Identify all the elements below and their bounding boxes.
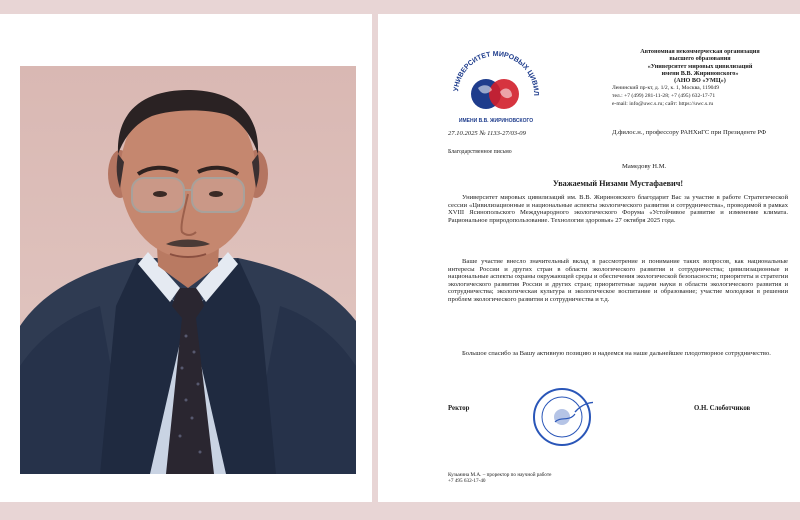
footer-phone: +7 495 632-17-40	[448, 478, 486, 485]
org-line-3: «Университет мировых цивилизаций	[647, 62, 753, 70]
gratitude-letter	[396, 14, 796, 502]
org-phone: тел.: +7 (499) 281-11-28; +7 (495) 632-17-71	[612, 93, 716, 100]
letter-paragraph-2: Ваше участие внесло значительный вклад в рассмотрение и понимание таких вопросов, как национальные интересы России и других стран в области экологического развития и сотрудничества; цивилизационные и национальные аспекты охраны окружающей среды и обеспечения экологической безопасности; приоритеты и стратегии экологического развития России и других стран; приоритетные задачи науки в области экологического развития и сотрудничества; экологическая культура и экологическое воспитание и образование; участие молодежи в решении проблем экологического развития и сотрудничества и т.д.	[448, 258, 788, 303]
letter-panel	[378, 14, 800, 502]
org-address: Ленинский пр-кт, д. 1/2, к. 1, Москва, 119049	[612, 85, 720, 92]
letter-date-number: 27.10.2025 № 1133-27/03-09	[448, 130, 526, 137]
organization-block	[612, 48, 788, 107]
footer-contact: Кузьмина М.А. – проректор по научной работе	[448, 472, 552, 478]
university-logo	[448, 48, 544, 128]
letter-paragraph-1: Университет мировых цивилизаций им. В.В. Жириновского благодарит Вас за участие в работе Стратегической сессии «Цивилизационные и национальные аспекты экологического развития и сотрудничества», проводимой в рамках XVIII Ясинопольского Международного экологического Форума «Устойчивое развитие и изменение климата. Рациональное природопользование. Технологии здоровья» 27 октября 2025 года.	[448, 194, 788, 224]
letter-paragraph-3: Большое спасибо за Вашу активную позицию и надеемся на наше дальнейшее плодотворное сотрудничество.	[462, 350, 771, 357]
signer-title: Ректор	[448, 405, 470, 412]
org-line-2: высшего образования	[669, 55, 731, 63]
org-line-1: Автономная некоммерческая организация	[640, 48, 760, 55]
portrait-photo	[20, 66, 356, 474]
signer-name: О.Н. Слоботчиков	[694, 405, 751, 412]
official-seal-icon	[531, 386, 593, 448]
document-type: Благодарственное письмо	[448, 149, 512, 155]
logo-bottom-text: ИМЕНИ В.В. ЖИРИНОВСКОГО	[458, 118, 534, 124]
photo-panel	[0, 14, 372, 502]
org-line-4: имени В.В. Жириновского»	[661, 69, 739, 77]
recipient-title: Д.филос.н., профессору РАНХиГС при Президенте РФ	[612, 129, 767, 136]
logo-arc-text: УНИВЕРСИТЕТ МИРОВЫХ ЦИВИЛ	[453, 50, 540, 96]
org-email: e-mail: info@uwc.s.ru; сайт: https://uwc.s.ru	[612, 100, 714, 107]
letter-footer	[448, 472, 551, 484]
org-line-5: (АНО ВО «УМЦ»)	[674, 77, 726, 85]
recipient-name: Мамедову Н.М.	[622, 163, 667, 170]
letter-greeting: Уважаемый Низами Мустафаевич!	[552, 179, 684, 188]
